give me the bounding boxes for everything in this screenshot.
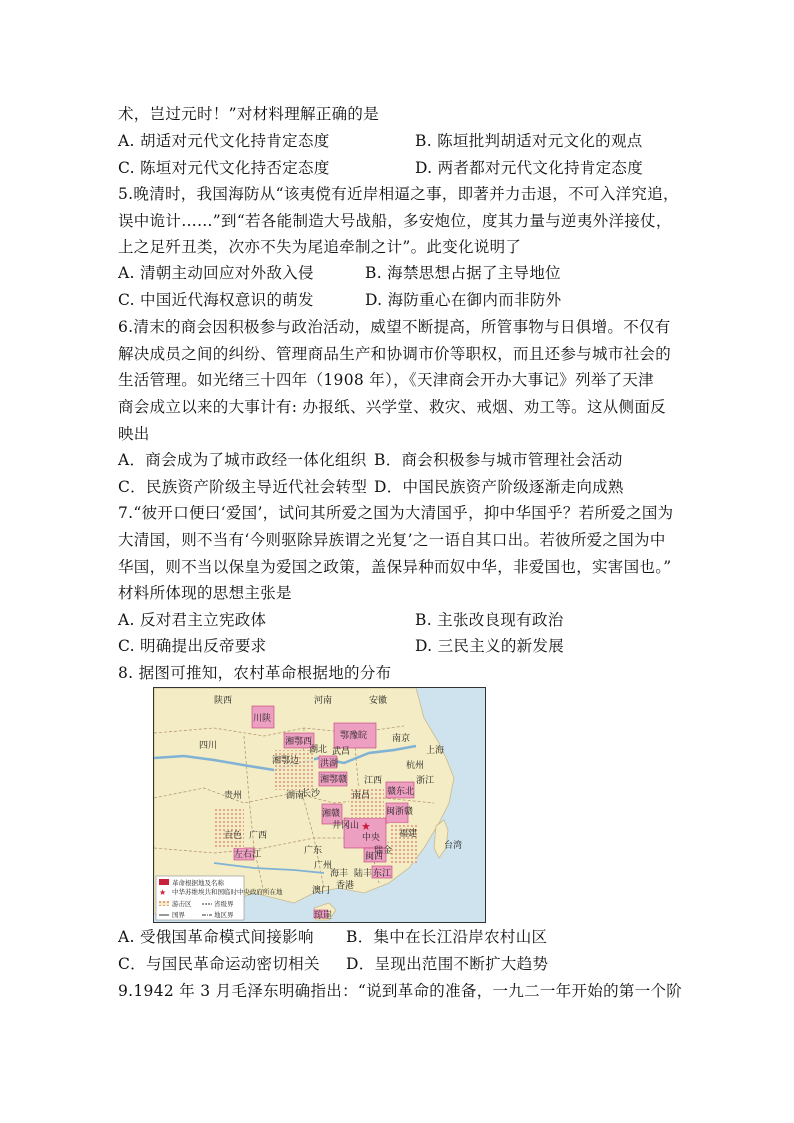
q6-stem-line-3: 生活管理。如光绪三十四年（1908 年），《天津商会开办大事记》列举了天津 [118,371,654,389]
base-label-minxi: 闽西 [365,852,384,862]
central-government-star-icon: ★ [361,820,371,833]
province-label-zhejiang: 浙江 [416,776,435,786]
q5-option-b: B. 海禁思想占据了主导地位 [365,264,561,282]
q9-stem-line-1: 9.1942 年 3 月毛泽东明确指出：“说到革命的准备，一九二一年开始的第一个阶 [118,982,683,1000]
legend-label-central-gov: 中华苏维埃共和国临时中央政府所在地 [172,888,283,896]
q6-stem-line-5: 映出 [118,425,150,443]
q7-option-c: C. 明确提出反帝要求 [118,637,267,655]
city-label-haifeng: 海丰 [330,869,349,879]
base-label-chuanshan: 川陕 [253,714,272,724]
revolutionary-bases-map [153,687,486,923]
province-label-guangxi: 广西 [249,831,268,841]
base-label-minzhegan: 闽浙赣 [386,807,414,817]
province-label-hubei: 湖北 [309,745,328,755]
q7-stem-line-1: 7.“彼开口便曰‘爱国’，试问其所爱之国为大清国乎，抑中华国乎？若所爱之国为 [118,504,674,522]
q4-option-d: D. 两者都对元代文化持肯定态度 [415,159,644,177]
svg-text:★: ★ [159,888,167,897]
city-label-shanghai: 上海 [426,746,445,756]
q6-stem-line-4: 商会成立以来的大事计有: 办报纸、兴学堂、救灾、戒烟、劝工等。这从侧面反 [118,398,666,416]
q7-option-a: A. 反对君主立宪政体 [118,611,267,629]
city-label-aomen: 澳门 [312,886,331,896]
base-label-dongjiang: 东江 [373,869,392,879]
city-label-lufeng: 陆丰 [354,869,373,879]
base-label-qiongya: 琼崖 [314,911,333,921]
q4-stem-tail: 术，岂过元时！”对材料理解正确的是 [118,105,380,123]
city-label-nanchang: 南昌 [352,791,371,801]
base-label-xiangegan: 湘鄂赣 [320,775,348,785]
city-label-xianggang: 香港 [336,881,355,891]
q7-stem-line-3: 华国，则不当以保皇为爱国之政策，盖保异种而奴中华，非爱国也，实害国也。” [118,558,672,576]
city-label-baise: 百色 [224,831,243,841]
q7-option-b: B. 主张改良现有政治 [415,611,564,629]
q7-stem-line-4: 材料所体现的思想主张是 [118,584,292,602]
q7-option-d: D. 三民主义的新发展 [415,637,565,655]
q6-option-a: A．商会成为了城市政经一体化组织 [118,451,367,469]
q6-option-c: C．民族资产阶级主导近代社会转型 [118,478,368,496]
base-label-gandongbei: 赣东北 [387,787,415,797]
q4-option-b: B. 陈垣批判胡适对元文化的观点 [415,132,643,150]
city-label-wuchang: 武昌 [332,747,351,757]
q8-stem: 8. 据图可推知，农村革命根据地的分布 [118,664,392,682]
city-label-changsha: 长沙 [302,789,321,799]
province-label-sichuan: 四川 [199,741,218,751]
base-label-zuoyoujiang: 左右江 [234,850,262,860]
province-label-anhui: 安徽 [369,696,388,706]
q6-stem-line-1: 6.清末的商会因积极参与政治活动，威望不断提高，所管事物与日俱增。不仅有 [118,318,671,336]
base-label-xianggan: 湘赣 [322,809,341,819]
province-label-fujian: 福建 [399,829,418,839]
q6-stem-line-2: 解决成员之间的纠纷、管理商品生产和协调市价等职权，而且还参与城市社会的 [118,345,672,363]
legend-label-provincial-border: 省级界 [214,900,234,908]
base-label-xiangebian: 湘鄂边 [272,756,300,766]
province-label-taiwan: 台湾 [444,841,463,851]
city-label-guangzhou: 广州 [314,861,333,871]
legend-label-base: 革命根据地及名称 [172,879,224,887]
city-label-jinggangshan: 井冈山 [332,821,360,831]
legend-label-national-border: 国界 [172,911,185,919]
q8-option-a: A. 受俄国革命模式间接影响 [118,928,314,946]
city-label-ruijin: 瑞金 [374,846,393,856]
q5-option-c: C. 中国近代海权意识的萌发 [118,291,314,309]
q5-stem-line-2: 误中诡计……”到“若各能制造大号战船，多安炮位，度其力量与逆夷外洋接仗， [118,212,672,230]
q8-option-d: D．呈现出范围不断扩大趋势 [346,955,549,973]
province-label-hunan: 湖南 [286,791,305,801]
q4-option-a: A. 胡适对元代文化持肯定态度 [118,132,330,150]
q6-option-d: D．中国民族资产阶级逐渐走向成熟 [374,478,624,496]
legend-label-region-border: 地区界 [214,911,234,919]
legend-label-guerrilla: 游击区 [172,900,192,908]
q8-option-b: B．集中在长江沿岸农村山区 [346,928,548,946]
q5-stem-line-1: 5.晚清时，我国海防从“该夷傥有近岸相逼之事，即著并力击退，不可入洋究追， [118,185,679,203]
province-label-jiangxi: 江西 [364,776,383,786]
city-label-nanjing: 南京 [392,734,411,744]
q5-option-d: D. 海防重心在御内而非防外 [365,291,562,309]
province-label-guangdong: 广东 [304,846,323,856]
province-label-guizhou: 贵州 [224,791,243,801]
q7-stem-line-2: 大清国，则不当有‘今则驱除异族谓之光复’之一语自其口出。若彼所爱之国为中 [118,531,666,549]
base-label-honghu: 洪湖 [320,759,339,769]
province-label-shaanxi: 陕西 [214,696,233,706]
q6-option-b: B．商会积极参与城市管理社会活动 [374,451,623,469]
q5-stem-line-3: 上之足歼丑类，次亦不失为尾追牵制之计”。此变化说明了 [118,238,522,256]
guerrilla-zone-4 [214,808,244,848]
q8-option-c: C．与国民革命运动密切相关 [118,955,320,973]
q5-option-a: A. 清朝主动回应对外敌入侵 [118,264,314,282]
base-label-zhongyang: 中央 [362,833,381,843]
city-label-hangzhou: 杭州 [406,761,425,771]
province-label-henan: 河南 [314,696,333,706]
base-label-xiangexi: 湘鄂西 [285,737,313,747]
base-label-eyuwan: 鄂豫皖 [340,731,368,741]
q4-option-c: C. 陈垣对元代文化持否定态度 [118,159,330,177]
